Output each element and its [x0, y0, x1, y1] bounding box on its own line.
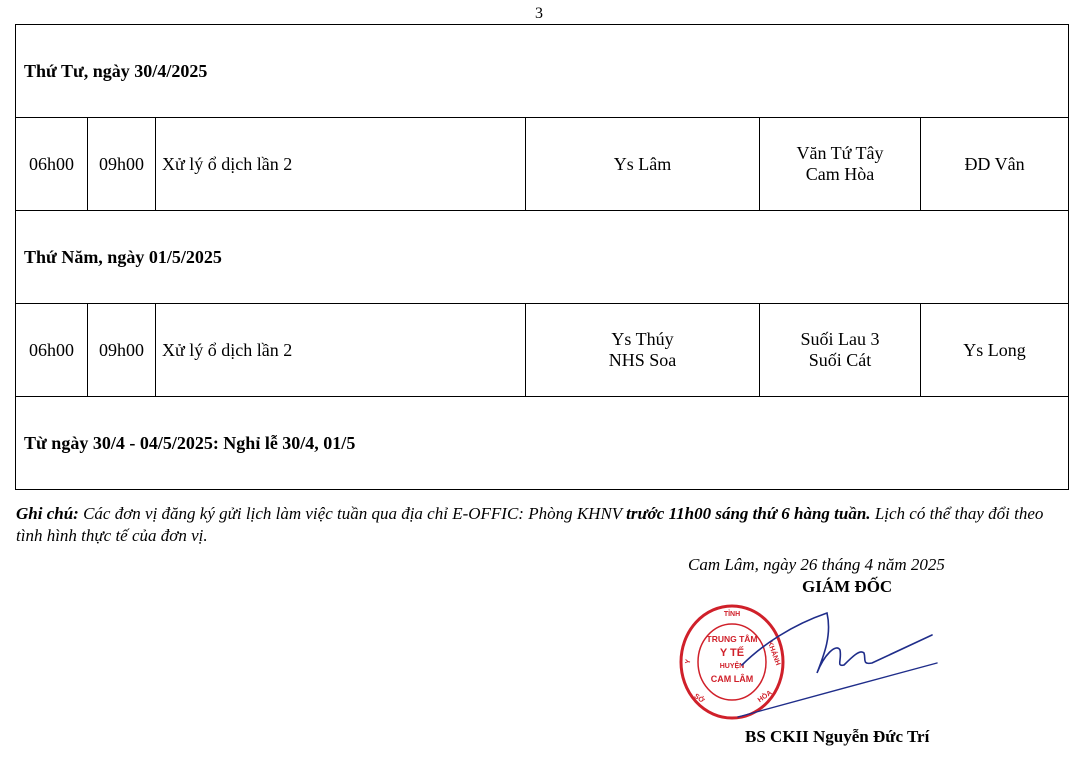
end-time-cell: 09h00 — [88, 118, 156, 211]
table-row — [16, 304, 1069, 397]
svg-text:Y TẾ: Y TẾ — [719, 647, 745, 659]
note-text-after: Lịch có thể thay đổi theo tình hình thực tế của đơn vị. — [16, 504, 1044, 545]
svg-text:SỞ: SỞ — [692, 692, 706, 705]
start-time-cell: 06h00 — [16, 304, 88, 397]
location-cell — [760, 304, 921, 397]
day-header-row — [16, 25, 1069, 118]
day-heading: Thứ Năm, ngày 01/5/2025 — [16, 211, 1069, 304]
signature-place-date: Cam Lâm, ngày 26 tháng 4 năm 2025 — [688, 555, 945, 574]
staff-name: Ys Thúy — [611, 329, 674, 349]
page-number: 3 — [535, 5, 543, 22]
staff-name: NHS Soa — [608, 350, 677, 370]
holiday-text: Từ ngày 30/4 - 04/5/2025: Nghỉ lễ 30/4, 01/5 — [16, 397, 1069, 490]
location-cell — [760, 118, 921, 211]
note-label: Ghi chú: — [16, 504, 79, 523]
footnote — [16, 503, 1068, 547]
svg-text:HÒA: HÒA — [756, 689, 774, 705]
note-text: Các đơn vị đăng ký gửi lịch làm việc tuần qua địa chỉ E-OFFIC: Phòng KHNV — [78, 504, 627, 523]
handwritten-signature — [732, 605, 942, 723]
end-time-cell: 09h00 — [88, 304, 156, 397]
schedule-table — [15, 24, 1069, 490]
note-emphasis: trước 11h00 sáng thứ 6 hàng tuần. — [626, 504, 871, 523]
signer-title: GIÁM ĐỐC — [802, 577, 893, 596]
svg-text:KHÁNH: KHÁNH — [765, 640, 782, 667]
content-cell: Xử lý ổ dịch lần 2 — [156, 304, 526, 397]
start-time-cell: 06h00 — [16, 118, 88, 211]
location-line: Cam Hòa — [805, 164, 875, 184]
day-heading: Thứ Tư, ngày 30/4/2025 — [16, 25, 1069, 118]
staff-name: Ys Lâm — [613, 153, 672, 174]
svg-text:HUYỆN: HUYỆN — [719, 663, 745, 670]
holiday-row — [16, 397, 1069, 490]
svg-text:CAM LÂM: CAM LÂM — [710, 674, 754, 684]
lead-cell: ĐD Vân — [921, 118, 1069, 211]
staff-cell — [526, 304, 760, 397]
signer-name: BS CKII Nguyễn Đức Trí — [745, 727, 930, 746]
location-line: Suối Cát — [808, 350, 872, 370]
svg-text:Y: Y — [684, 658, 693, 665]
staff-cell — [526, 118, 760, 211]
day-header-row — [16, 211, 1069, 304]
location-line: Suối Lau 3 — [800, 329, 880, 349]
svg-text:TỈNH: TỈNH — [723, 611, 741, 618]
location-line: Văn Tứ Tây — [796, 143, 884, 163]
table-row — [16, 118, 1069, 211]
svg-text:TRUNG TÂM: TRUNG TÂM — [706, 634, 758, 644]
content-cell: Xử lý ổ dịch lần 2 — [156, 118, 526, 211]
lead-cell: Ys Long — [921, 304, 1069, 397]
